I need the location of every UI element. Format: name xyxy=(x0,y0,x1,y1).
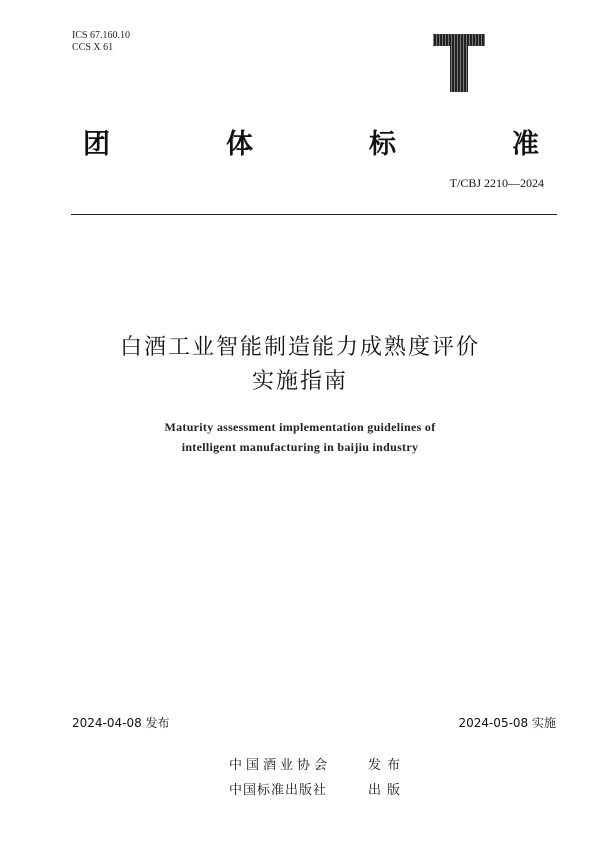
ics-code: ICS 67.160.10 xyxy=(72,30,131,41)
implement-date: 2024-05-08 实施 xyxy=(458,716,556,730)
category-char-1: 团 xyxy=(83,129,110,160)
category-char-2: 体 xyxy=(226,129,253,160)
title-cn-line1: 白酒工业智能制造能力成熟度评价 xyxy=(119,335,480,360)
category-char-3: 标 xyxy=(369,129,396,160)
publish-date: 2024-04-08 发布 xyxy=(72,716,170,730)
issuer-role: 发布 xyxy=(368,758,407,773)
category-char-4: 准 xyxy=(512,129,539,160)
title-en-line1: Maturity assessment implementation guidelines of xyxy=(164,420,436,434)
standard-number: T/CBJ 2210—2024 xyxy=(449,176,544,190)
title-cn-line2: 实施指南 xyxy=(251,369,348,394)
header-divider xyxy=(71,214,557,215)
title-en-line2: intelligent manufacturing in baijiu industry xyxy=(181,440,419,454)
standard-logo-icon xyxy=(433,34,485,92)
publisher-name: 中国标准出版社 xyxy=(229,783,328,798)
classification-codes xyxy=(72,30,130,54)
ccs-code: CCS X 61 xyxy=(72,42,114,53)
publisher-role: 出版 xyxy=(368,783,407,798)
issuer-name: 中国酒业协会 xyxy=(229,758,332,773)
